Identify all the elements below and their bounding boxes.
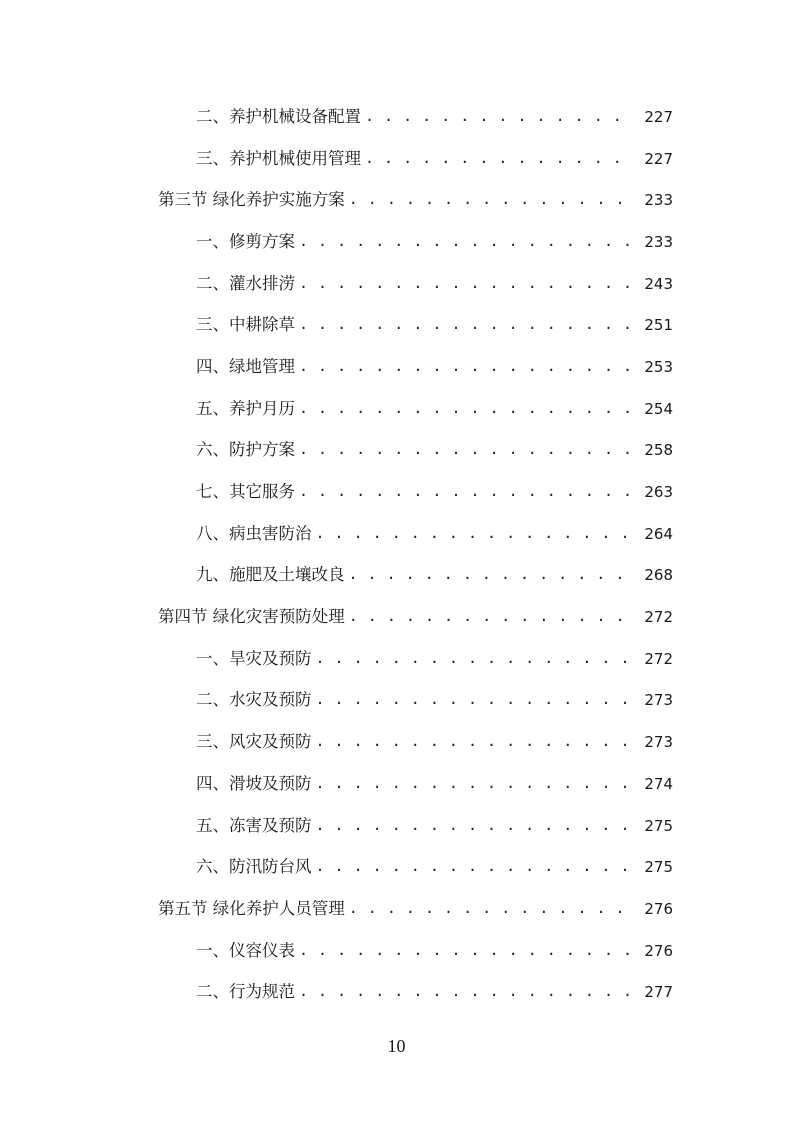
toc-entry[interactable] xyxy=(0,221,793,263)
toc-page-number: 253 xyxy=(644,357,673,376)
toc-entry-title: 三、养护机械使用管理 xyxy=(196,148,361,168)
toc-page-number: 251 xyxy=(644,316,673,335)
toc-page-number: 243 xyxy=(644,274,673,293)
toc-entry[interactable] xyxy=(0,263,793,305)
toc-dot-leader xyxy=(349,606,635,626)
toc-entry-title: 七、其它服务 xyxy=(196,482,295,502)
toc-page-number: 263 xyxy=(644,483,673,502)
toc-entry-title: 一、修剪方案 xyxy=(196,231,295,251)
toc-entry-title: 第五节 绿化养护人员管理 xyxy=(158,898,345,918)
toc-entry-title: 四、绿地管理 xyxy=(196,356,295,376)
toc-dot-leader xyxy=(316,815,636,835)
toc-dot-leader xyxy=(349,564,636,584)
toc-dot-leader xyxy=(316,648,636,668)
toc-page-number: 233 xyxy=(644,232,673,251)
toc-entry-title: 六、防护方案 xyxy=(196,440,295,460)
toc-entry-title: 一、仪容仪表 xyxy=(196,940,295,960)
toc-page-number: 233 xyxy=(644,191,673,210)
toc-section-heading[interactable] xyxy=(0,596,793,638)
toc-dot-leader xyxy=(299,356,635,376)
table-of-contents xyxy=(0,96,793,1013)
toc-page-number: 273 xyxy=(644,733,673,752)
toc-section-heading[interactable] xyxy=(0,179,793,221)
toc-entry[interactable] xyxy=(0,96,793,138)
toc-dot-leader xyxy=(299,481,635,501)
toc-dot-leader xyxy=(299,314,635,334)
toc-dot-leader xyxy=(316,523,636,543)
toc-page-number: 258 xyxy=(644,441,673,460)
toc-entry[interactable] xyxy=(0,638,793,680)
toc-entry[interactable] xyxy=(0,721,793,763)
toc-dot-leader xyxy=(365,106,635,126)
toc-entry-title: 第四节 绿化灾害预防处理 xyxy=(158,607,345,627)
toc-page-number: 268 xyxy=(644,566,673,585)
toc-dot-leader xyxy=(316,689,636,709)
toc-entry-title: 五、冻害及预防 xyxy=(196,815,312,835)
toc-page-number: 276 xyxy=(644,941,673,960)
toc-entry[interactable] xyxy=(0,555,793,597)
toc-dot-leader xyxy=(349,898,635,918)
toc-entry[interactable] xyxy=(0,304,793,346)
toc-dot-leader xyxy=(365,148,635,168)
toc-page-number: 273 xyxy=(644,691,673,710)
toc-page-number: 275 xyxy=(644,816,673,835)
toc-entry[interactable] xyxy=(0,388,793,430)
toc-entry-title: 三、中耕除草 xyxy=(196,315,295,335)
toc-entry[interactable] xyxy=(0,846,793,888)
toc-entry[interactable] xyxy=(0,930,793,972)
toc-entry-title: 九、施肥及土壤改良 xyxy=(196,565,345,585)
toc-dot-leader xyxy=(316,731,636,751)
toc-page-number: 227 xyxy=(644,149,673,168)
toc-page-number: 274 xyxy=(644,774,673,793)
toc-entry-title: 二、水灾及预防 xyxy=(196,690,312,710)
toc-dot-leader xyxy=(299,439,635,459)
toc-dot-leader xyxy=(299,981,635,1001)
toc-entry-title: 一、旱灾及预防 xyxy=(196,648,312,668)
toc-entry[interactable] xyxy=(0,138,793,180)
toc-entry[interactable] xyxy=(0,971,793,1013)
toc-page-number: 272 xyxy=(644,649,673,668)
toc-entry-title: 二、行为规范 xyxy=(196,982,295,1002)
toc-section-heading[interactable] xyxy=(0,888,793,930)
toc-entry-title: 二、灌水排涝 xyxy=(196,273,295,293)
page-number: 10 xyxy=(387,1036,406,1056)
toc-dot-leader xyxy=(299,231,635,251)
toc-entry-title: 二、养护机械设备配置 xyxy=(196,106,361,126)
toc-page-number: 276 xyxy=(644,899,673,918)
toc-entry-title: 六、防汛防台风 xyxy=(196,857,312,877)
toc-dot-leader xyxy=(299,398,635,418)
toc-entry[interactable] xyxy=(0,471,793,513)
toc-page-number: 254 xyxy=(644,399,673,418)
toc-dot-leader xyxy=(299,940,635,960)
toc-entry-title: 八、病虫害防治 xyxy=(196,523,312,543)
toc-page-number: 227 xyxy=(644,107,673,126)
toc-page-number: 264 xyxy=(644,524,673,543)
toc-dot-leader xyxy=(316,773,636,793)
toc-entry[interactable] xyxy=(0,430,793,472)
toc-entry-title: 五、养护月历 xyxy=(196,398,295,418)
toc-entry-title: 三、风灾及预防 xyxy=(196,732,312,752)
toc-entry-title: 第三节 绿化养护实施方案 xyxy=(158,190,345,210)
toc-entry-title: 四、滑坡及预防 xyxy=(196,773,312,793)
toc-dot-leader xyxy=(316,856,636,876)
toc-page-number: 272 xyxy=(644,608,673,627)
toc-entry[interactable] xyxy=(0,763,793,805)
toc-entry[interactable] xyxy=(0,805,793,847)
toc-entry[interactable] xyxy=(0,513,793,555)
toc-dot-leader xyxy=(299,273,635,293)
toc-page-number: 277 xyxy=(644,983,673,1002)
toc-dot-leader xyxy=(349,189,635,209)
toc-page-number: 275 xyxy=(644,858,673,877)
toc-entry[interactable] xyxy=(0,680,793,722)
toc-entry[interactable] xyxy=(0,346,793,388)
